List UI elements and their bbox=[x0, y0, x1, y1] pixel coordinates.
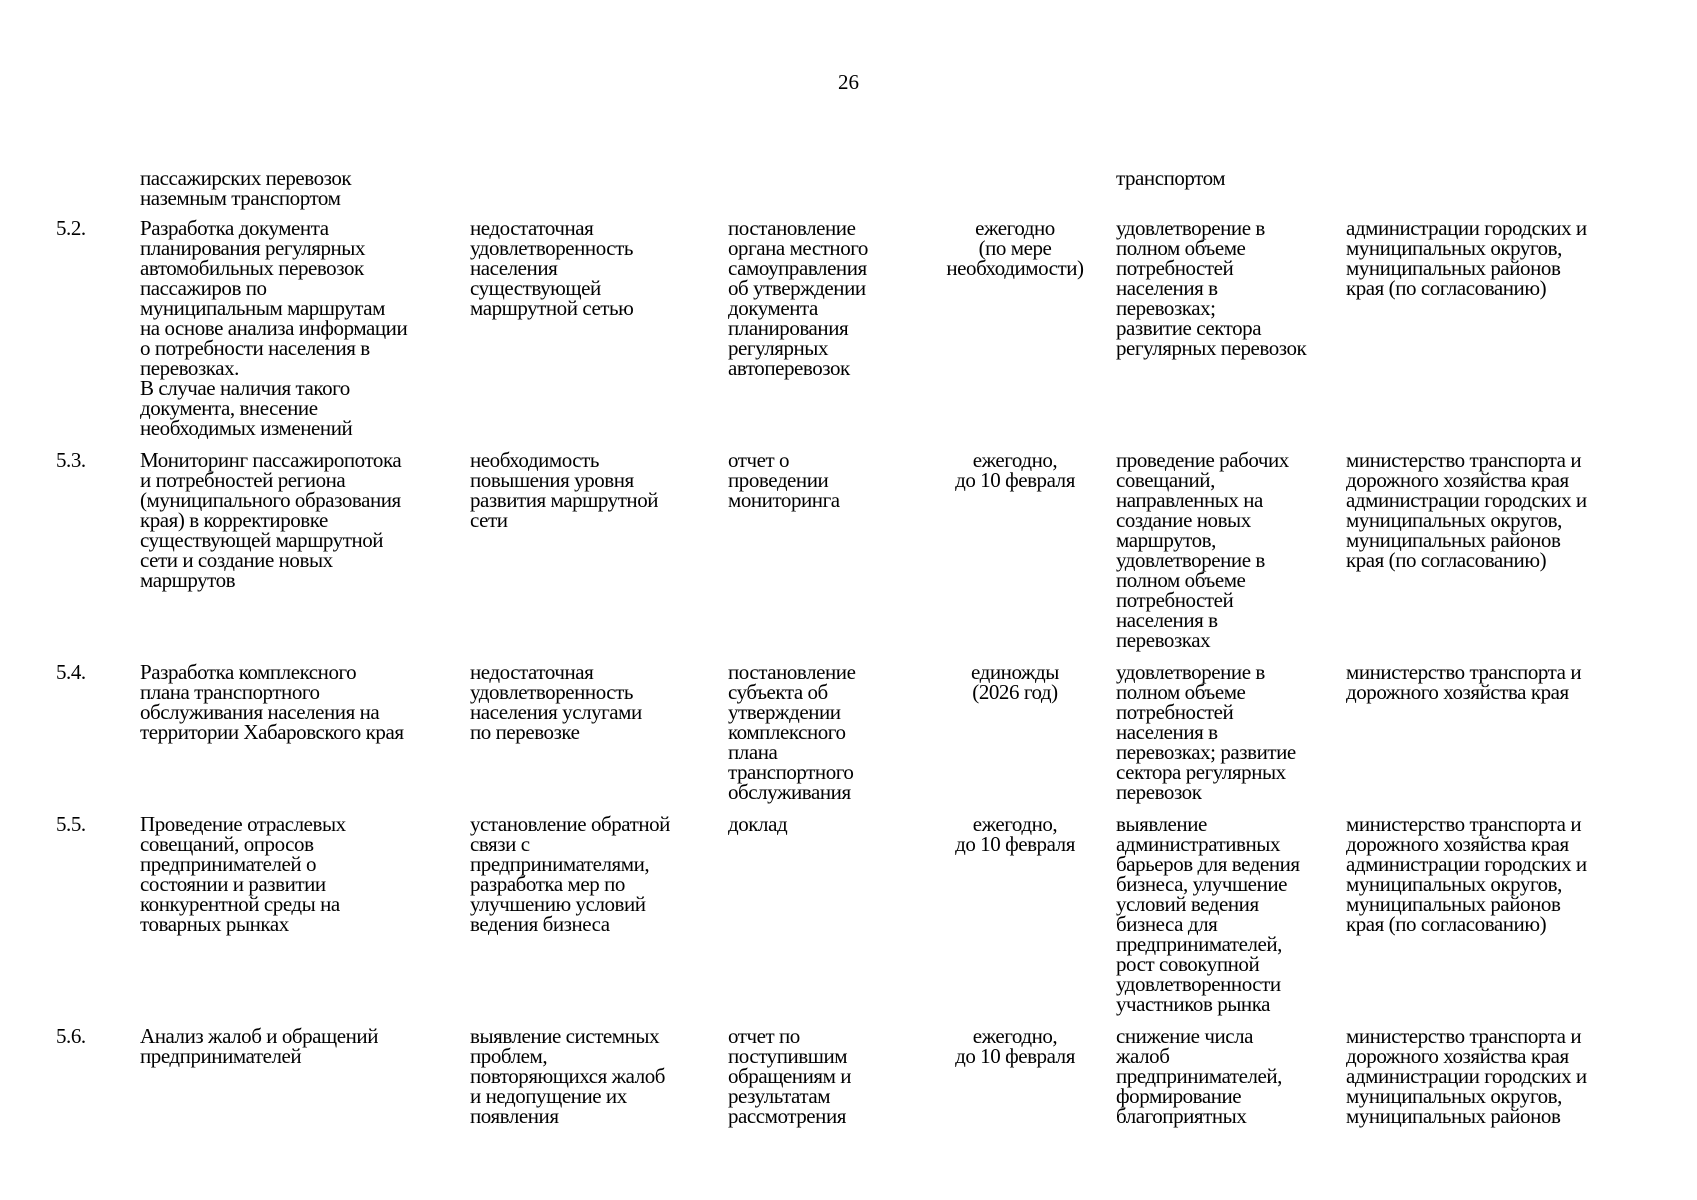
action-cell: Разработка документа планирования регулярных автомобильных перевозок пассажиров по муниципальным маршрутам на основе анализа информации о потребности населения в перевозках. В случае наличия такого документа, внесение необходимых изменений bbox=[140, 216, 408, 440]
responsible-cell: министерство транспорта и дорожного хозяйства края администрации городских и муниципальных округов, муниципальных районов bbox=[1346, 1024, 1587, 1128]
document-cell: отчет по поступившим обращениям и результатам рассмотрения bbox=[728, 1024, 852, 1128]
item-number: 5.3. bbox=[56, 448, 86, 472]
problem-cell: необходимость повышения уровня развития маршрутной сети bbox=[470, 448, 659, 532]
action-cell: Разработка комплексного плана транспортного обслуживания населения на территории Хабаровского края bbox=[140, 660, 404, 744]
problem-cell: установление обратной связи с предпринимателями, разработка мер по улучшению условий ведения бизнеса bbox=[470, 812, 670, 936]
document-cell: отчет о проведении мониторинга bbox=[728, 448, 840, 512]
measures-table bbox=[56, 168, 1656, 1138]
term-cell: ежегодно, до 10 февраля bbox=[955, 1024, 1075, 1068]
result-cell: снижение числа жалоб предпринимателей, формирование благоприятных bbox=[1116, 1024, 1282, 1128]
problem-cell: недостаточная удовлетворенность населения услугами по перевозке bbox=[470, 660, 642, 744]
item-number bbox=[56, 168, 140, 218]
page-number: 26 bbox=[838, 70, 859, 94]
action-cell: Анализ жалоб и обращений предпринимателей bbox=[140, 1024, 379, 1068]
term-cell: ежегодно (по мере необходимости) bbox=[946, 216, 1084, 280]
term-cell: единожды (2026 год) bbox=[971, 660, 1059, 704]
table-row bbox=[56, 1026, 1656, 1138]
responsible-cell: министерство транспорта и дорожного хозяйства края bbox=[1346, 660, 1582, 704]
document-cell: доклад bbox=[728, 812, 788, 836]
document-cell bbox=[728, 168, 928, 218]
document-cell: постановление органа местного самоуправления об утверждении документа планирования регулярных автоперевозок bbox=[728, 216, 868, 380]
term-cell: ежегодно, до 10 февраля bbox=[955, 812, 1075, 856]
result-cell: удовлетворение в полном объеме потребностей населения в перевозках; развитие сектора регулярных перевозок bbox=[1116, 660, 1296, 804]
item-number: 5.6. bbox=[56, 1024, 86, 1048]
problem-cell bbox=[470, 168, 728, 218]
action-cell: Проведение отраслевых совещаний, опросов предпринимателей о состоянии и развитии конкурентной среды на товарных рынках bbox=[140, 812, 346, 936]
table-row bbox=[56, 450, 1656, 662]
item-number: 5.4. bbox=[56, 660, 86, 684]
action-cell: Мониторинг пассажиропотока и потребностей региона (муниципального образования края) в корректировке существующей маршрутной сети и создание новых маршрутов bbox=[140, 448, 402, 592]
table-row bbox=[56, 218, 1656, 450]
table-row bbox=[56, 662, 1656, 814]
result-cell: удовлетворение в полном объеме потребностей населения в перевозках; развитие сектора регулярных перевозок bbox=[1116, 216, 1307, 360]
problem-cell: выявление системных проблем, повторяющихся жалоб и недопущение их появления bbox=[470, 1024, 666, 1128]
result-cell: транспортом bbox=[1116, 166, 1226, 190]
table-row bbox=[56, 168, 1656, 218]
responsible-cell bbox=[1346, 168, 1656, 218]
problem-cell: недостаточная удовлетворенность населения существующей маршрутной сетью bbox=[470, 216, 634, 320]
term-cell bbox=[928, 168, 1102, 218]
item-number: 5.2. bbox=[56, 216, 86, 240]
result-cell: выявление административных барьеров для ведения бизнеса, улучшение условий ведения бизнеса для предпринимателей, рост совокупной удовлетворенности участников рынка bbox=[1116, 812, 1300, 1016]
document-cell: постановление субъекта об утверждении комплексного плана транспортного обслуживания bbox=[728, 660, 856, 804]
action-cell: пассажирских перевозок наземным транспортом bbox=[140, 166, 352, 210]
term-cell: ежегодно, до 10 февраля bbox=[955, 448, 1075, 492]
responsible-cell: администрации городских и муниципальных округов, муниципальных районов края (по согласованию) bbox=[1346, 216, 1587, 300]
table-row bbox=[56, 814, 1656, 1026]
responsible-cell: министерство транспорта и дорожного хозяйства края администрации городских и муниципальных округов, муниципальных районов края (по согласованию) bbox=[1346, 812, 1587, 936]
result-cell: проведение рабочих совещаний, направленных на создание новых маршрутов, удовлетворение в полном объеме потребностей населения в перевозках bbox=[1116, 448, 1289, 652]
item-number: 5.5. bbox=[56, 812, 86, 836]
responsible-cell: министерство транспорта и дорожного хозяйства края администрации городских и муниципальных округов, муниципальных районов края (по согласованию) bbox=[1346, 448, 1587, 572]
